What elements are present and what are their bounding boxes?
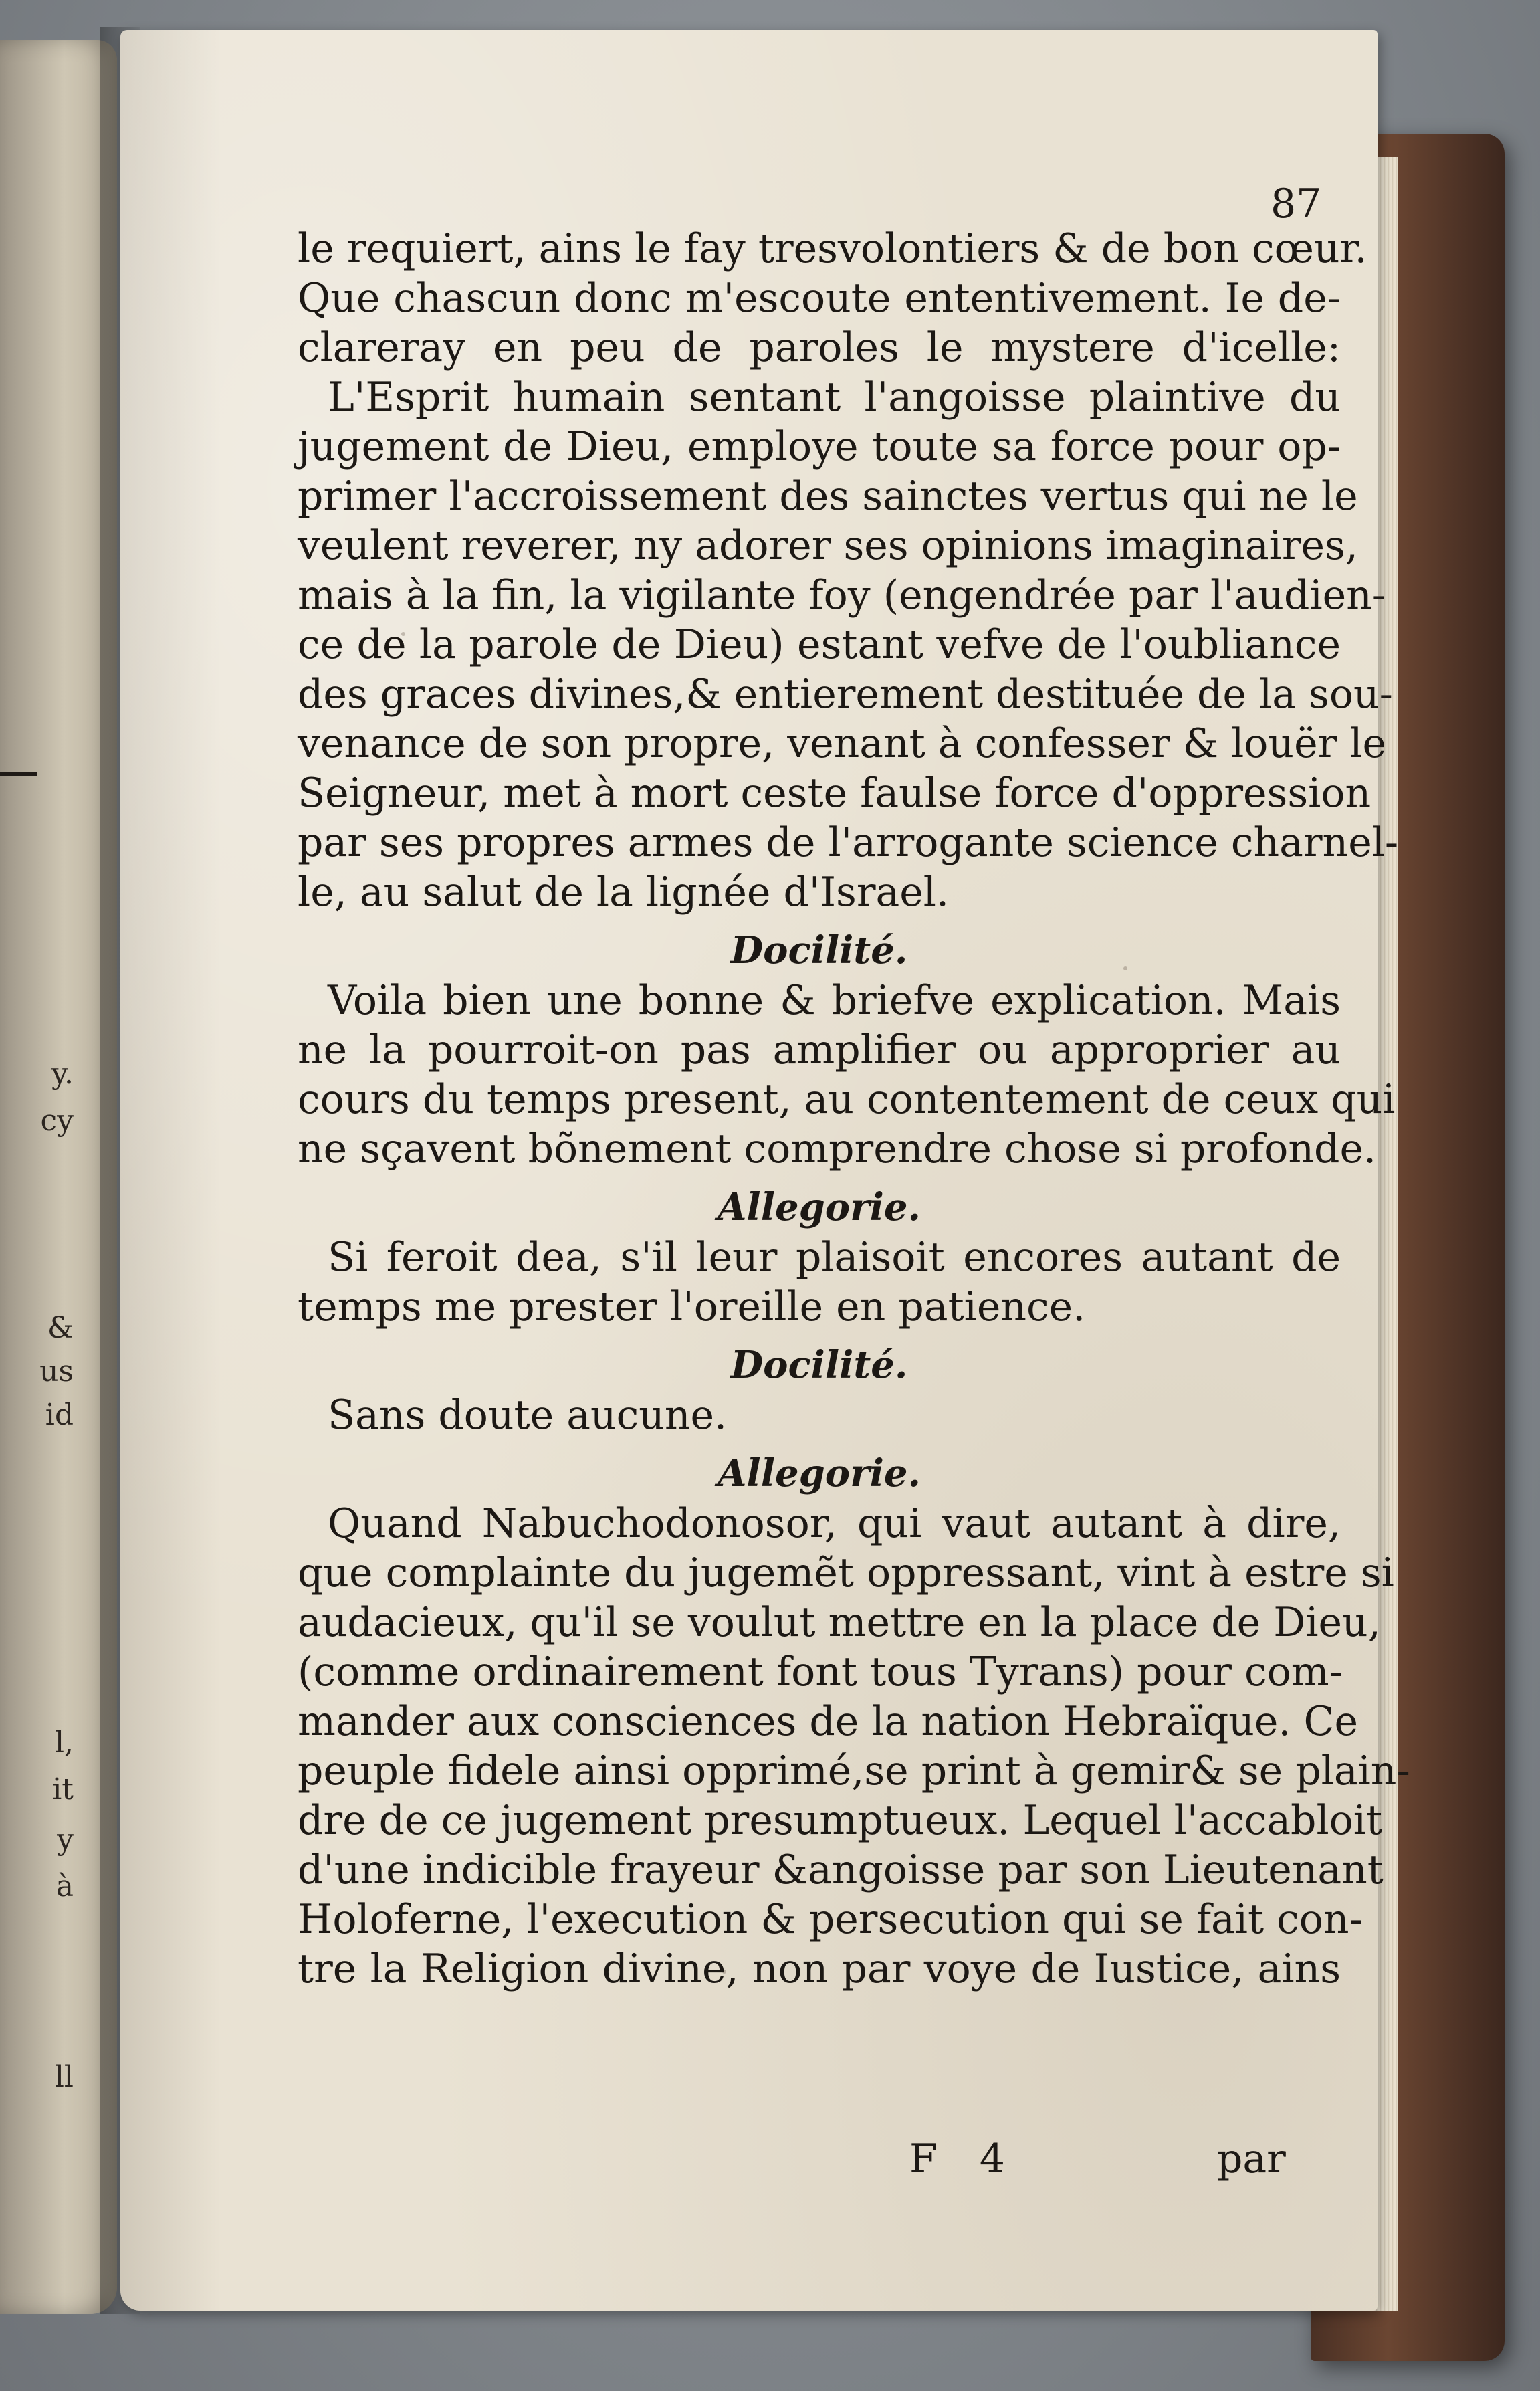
left-fragment: it — [52, 1772, 74, 1806]
left-fragment: ll — [54, 2060, 74, 2094]
speaker-heading: Allegorie. — [717, 1185, 921, 1229]
text-line: Quand Nabuchodonosor, qui vaut autant à dire, — [328, 1500, 1341, 1547]
text-line: Sans doute aucune. — [328, 1392, 728, 1439]
left-fragment: l, — [54, 1726, 74, 1760]
left-fragment: id — [45, 1398, 74, 1432]
left-page — [0, 40, 117, 2314]
text-line: veulent reverer, ny adorer ses opinions imaginaires, — [298, 522, 1358, 569]
speaker-heading: Docilité. — [730, 928, 908, 972]
text-block — [298, 224, 1410, 1994]
speaker-heading: Docilité. — [730, 1343, 908, 1387]
text-line: mander aux consciences de la nation Hebraïque. Ce — [298, 1698, 1358, 1745]
text-line: Si feroit dea, s'il leur plaisoit encores autant de — [328, 1234, 1341, 1281]
right-page — [120, 30, 1410, 2311]
text-line: primer l'accroissement des sainctes vertus qui ne le — [298, 473, 1358, 520]
text-line: venance de son propre, venant à confesser & louër le — [298, 720, 1387, 767]
left-fragment: us — [39, 1354, 74, 1388]
text-line: mais à la fin, la vigilante foy (engendrée par l'audien- — [298, 572, 1386, 619]
left-fragment: & — [47, 1311, 74, 1345]
text-line: Holoferne, l'execution & persecution qui se fait con- — [298, 1896, 1363, 1943]
text-line: jugement de Dieu, employe toute sa force pour op- — [298, 423, 1341, 470]
text-line: que complainte du jugemẽt oppressant, vint à estre si — [298, 1550, 1394, 1596]
page-number: 87 — [1271, 181, 1322, 227]
text-line: cours du temps present, au contentement de ceux qui — [298, 1076, 1396, 1123]
text-line: le requiert, ains le fay tresvolontiers & de bon cœur. — [298, 225, 1367, 272]
catchword: par — [1217, 2136, 1286, 2182]
speaker-heading: Allegorie. — [717, 1451, 921, 1495]
text-line: L'Esprit humain sentant l'angoisse plaintive du — [328, 374, 1341, 421]
signature-mark: F 4 — [909, 2136, 1020, 2182]
text-line: d'une indicible frayeur &angoisse par son Lieutenant — [298, 1847, 1384, 1893]
left-fragment: cy — [40, 1104, 74, 1138]
left-fragment: y. — [51, 1057, 74, 1091]
text-line: clareray en peu de paroles le mystere d'icelle: — [298, 324, 1341, 371]
text-line: des graces divines,& entierement destituée de la sou- — [298, 671, 1393, 718]
text-line: ce de la parole de Dieu) estant vefve de l'oubliance — [298, 621, 1341, 668]
text-line: audacieux, qu'il se voulut mettre en la place de Dieu, — [298, 1599, 1381, 1646]
text-line: le, au salut de la lignée d'Israel. — [298, 869, 950, 916]
left-fragment: à — [56, 1869, 74, 1903]
text-line: peuple fidele ainsi opprimé,se print à gemir& se plain- — [298, 1748, 1410, 1794]
text-line: (comme ordinairement font tous Tyrans) pour com- — [298, 1649, 1343, 1695]
left-page-rule — [0, 772, 37, 776]
text-line: par ses propres armes de l'arrogante science charnel- — [298, 819, 1399, 866]
text-line: Seigneur, met à mort ceste faulse force d'oppression — [298, 770, 1371, 817]
text-line: Que chascun donc m'escoute ententivement. Ie de- — [298, 275, 1341, 322]
text-line: temps me prester l'oreille en patience. — [298, 1283, 1086, 1330]
text-line: ne sçavent bõnement comprendre chose si profonde. — [298, 1126, 1377, 1172]
text-line: dre de ce jugement presumptueux. Lequel l'accabloit — [298, 1797, 1383, 1844]
text-line: ne la pourroit-on pas amplifier ou approprier au — [298, 1027, 1341, 1073]
text-line: Voila bien une bonne & briefve explication. Mais — [328, 977, 1341, 1024]
text-line: tre la Religion divine, non par voye de Iustice, ains — [298, 1946, 1341, 1992]
left-fragment: y — [57, 1823, 74, 1857]
